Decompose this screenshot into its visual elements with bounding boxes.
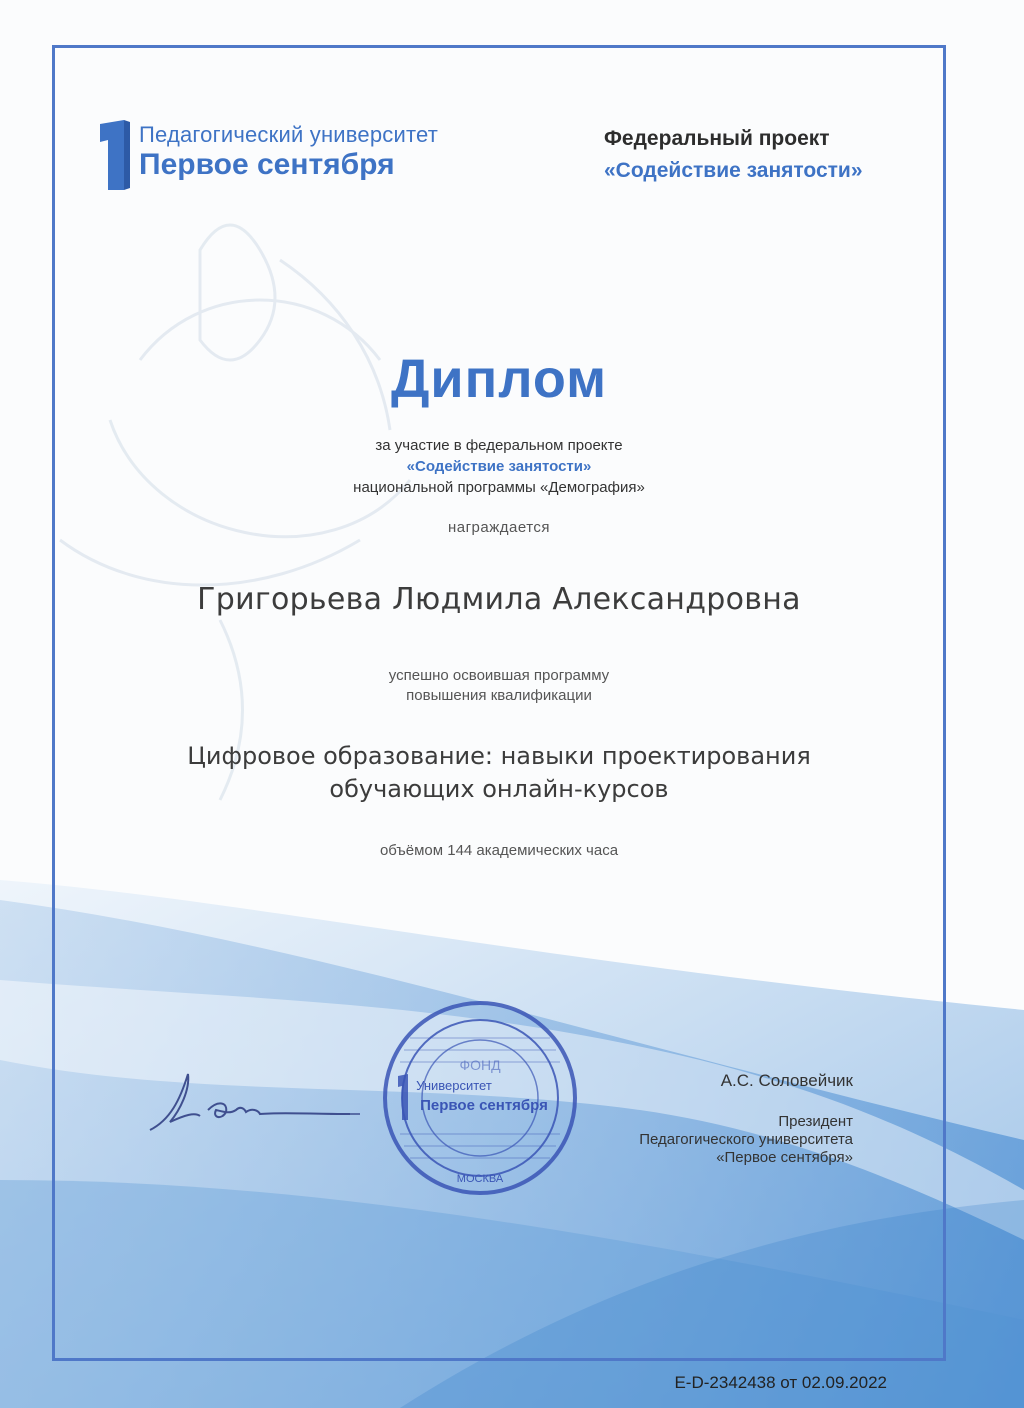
signatory-role-line2: Педагогического университета: [639, 1131, 853, 1148]
stamp-bottom: МОСКВА: [456, 1173, 504, 1185]
participation-text: [52, 435, 946, 498]
signatory-role: [560, 1113, 853, 1167]
mastered-line2: повышения квалификации: [406, 687, 592, 704]
signatory-role-line1: Президент: [778, 1113, 853, 1130]
program-line1: Цифровое образование: навыки проектирования: [187, 742, 811, 770]
university-logo: [92, 112, 472, 192]
signatory-name: А.С. Соловейчик: [720, 1071, 853, 1090]
signature-image: [140, 1060, 370, 1140]
stamp-line1: Университет: [416, 1078, 492, 1093]
stamp-line2: Первое сентября: [420, 1097, 548, 1114]
awarded-label: награждается: [447, 519, 551, 536]
official-stamp: [380, 998, 580, 1198]
signatory-role-line3: «Первое сентября»: [716, 1149, 853, 1166]
participation-line1: за участие в федеральном проекте: [375, 437, 623, 454]
program-title: [52, 740, 946, 806]
federal-project-label: Федеральный проект: [604, 127, 830, 150]
participation-project: «Содействие занятости»: [406, 458, 592, 475]
mastered-text: [52, 666, 946, 706]
diploma-title: Диплом: [390, 349, 608, 409]
document-number: E-D-2342438 от 02.09.2022: [674, 1373, 887, 1392]
participation-line3: национальной программы «Демография»: [353, 479, 645, 496]
number-one-logo-icon: [92, 118, 132, 192]
mastered-line1: успешно освоившая программу: [388, 667, 610, 684]
recipient-name: Григорьева Людмила Александровна: [197, 582, 801, 617]
course-volume: объёмом 144 академических часа: [379, 842, 619, 859]
stamp-top: ФОНД: [459, 1057, 501, 1073]
program-line2: обучающих онлайн-курсов: [329, 775, 669, 803]
federal-project-name: «Содействие занятости»: [604, 159, 863, 182]
logo-line2: Первое сентября: [139, 148, 395, 181]
logo-line1: Педагогический университет: [139, 122, 438, 147]
